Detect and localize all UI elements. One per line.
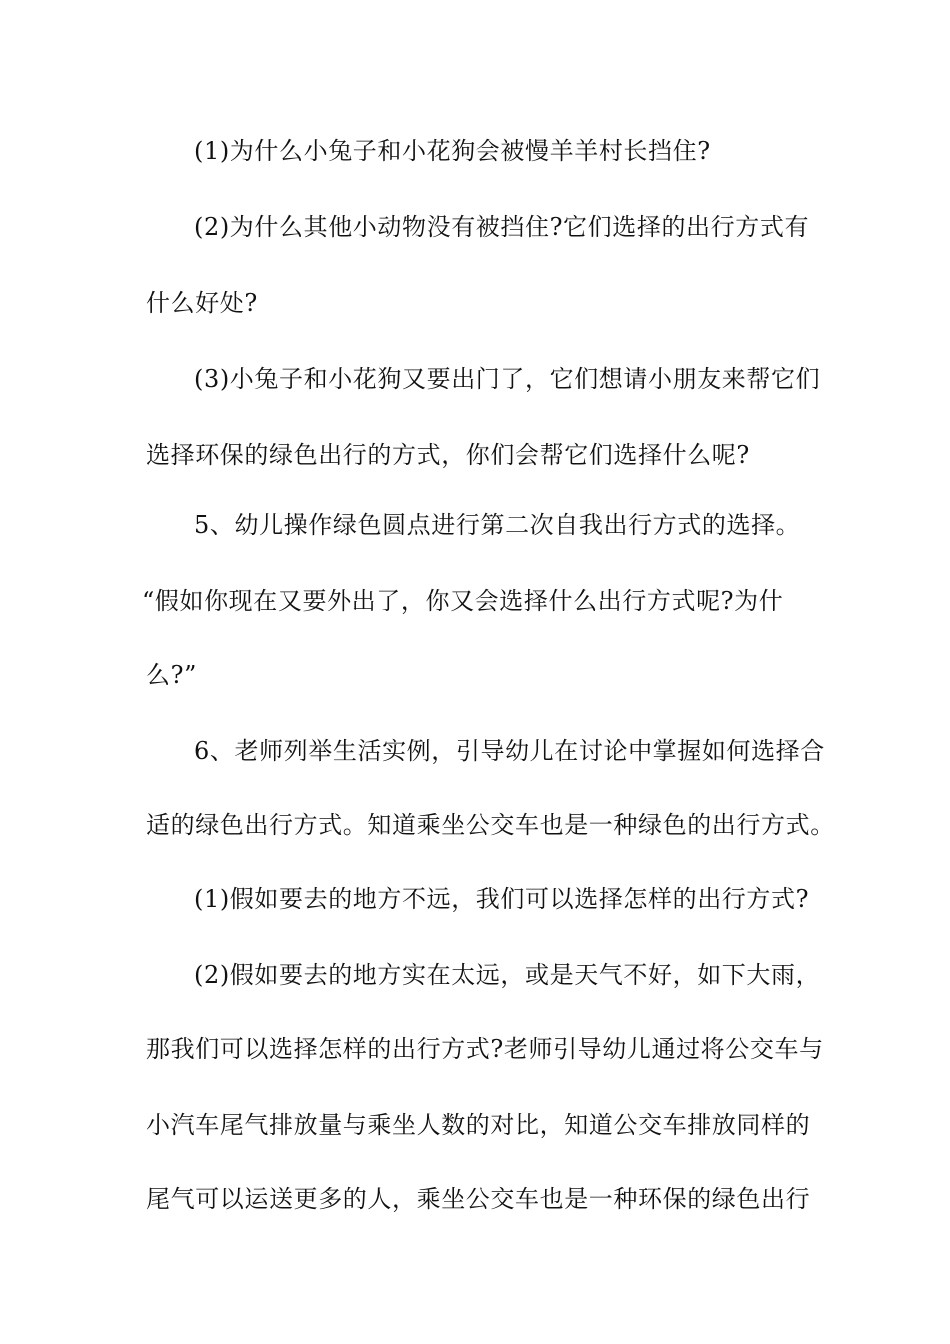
paragraph-line: 么?” — [146, 661, 197, 689]
paragraph-line: 适的绿色出行方式。知道乘坐公交车也是一种绿色的出行方式。 — [146, 811, 835, 839]
paragraph-line: (3)小兔子和小花狗又要出门了，它们想请小朋友来帮它们 — [194, 365, 821, 393]
paragraph-line: (1)为什么小兔子和小花狗会被慢羊羊村长挡住? — [194, 137, 711, 165]
paragraph-line: 选择环保的绿色出行的方式，你们会帮它们选择什么呢? — [146, 441, 750, 469]
paragraph-line: 那我们可以选择怎样的出行方式?老师引导幼儿通过将公交车与 — [146, 1035, 824, 1063]
paragraph-line: (2)假如要去的地方实在太远，或是天气不好，如下大雨， — [194, 961, 821, 989]
paragraph-line: 小汽车尾气排放量与乘坐人数的对比，知道公交车排放同样的 — [146, 1111, 811, 1139]
paragraph-line: 尾气可以运送更多的人，乘坐公交车也是一种环保的绿色出行 — [146, 1185, 811, 1213]
paragraph-line: 5、幼儿操作绿色圆点进行第二次自我出行方式的选择。 — [194, 511, 801, 539]
paragraph-line: 6、老师列举生活实例，引导幼儿在讨论中掌握如何选择合 — [194, 737, 825, 765]
paragraph-line: 什么好处? — [146, 289, 258, 317]
paragraph-line: “假如你现在又要外出了，你又会选择什么出行方式呢?为什 — [142, 587, 784, 615]
paragraph-line: (1)假如要去的地方不远，我们可以选择怎样的出行方式? — [194, 885, 810, 913]
paragraph-line: (2)为什么其他小动物没有被挡住?它们选择的出行方式有 — [194, 213, 810, 241]
